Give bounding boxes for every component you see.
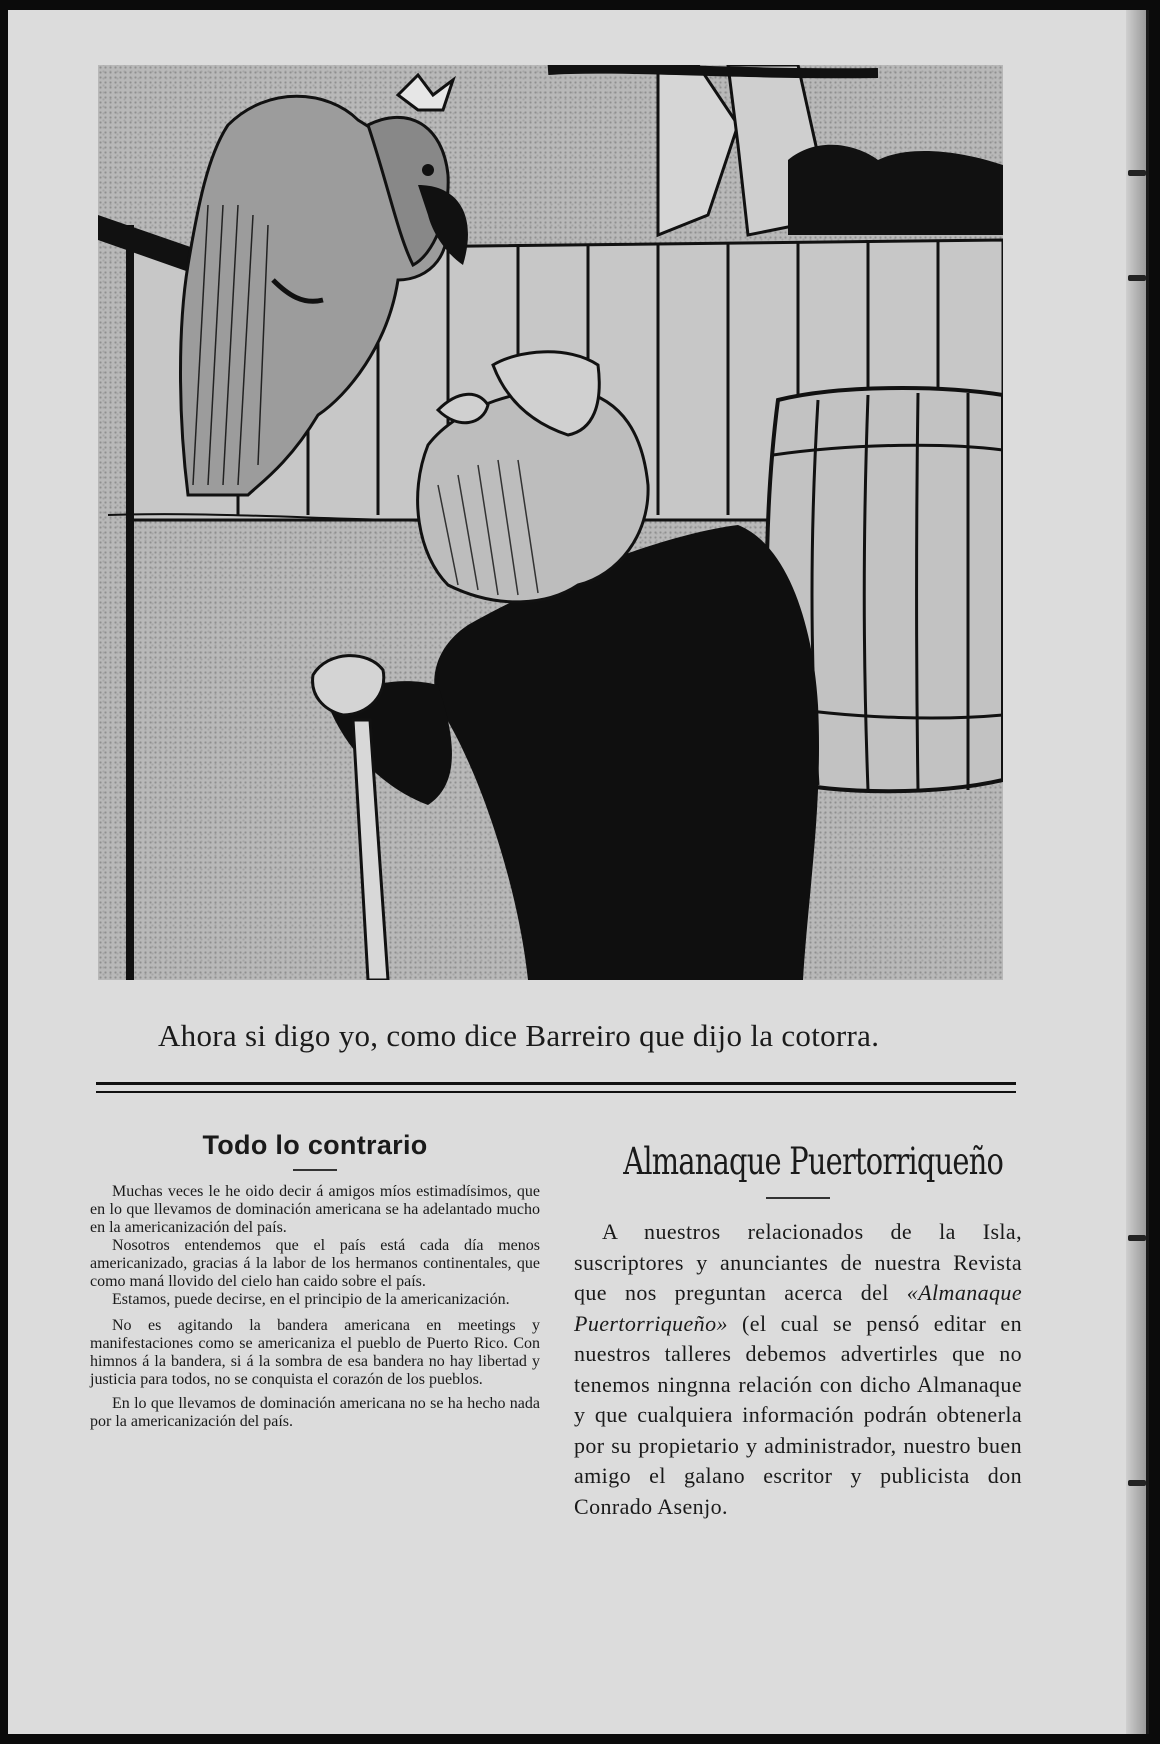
article-paragraph: No es agitando la bandera americana en meetings y manifestaciones como se americaniza el pueblo de Puerto Rico. Con himnos á la bandera, si á la sombra de esa bandera no hay libertad y justicia para todos, no se conquista el corazón de los pueblos. — [90, 1317, 540, 1388]
right-article-title: Almanaque Puertorriqueño — [623, 1140, 1004, 1183]
almanac-name: «Almanaque Puertorriqueño» — [574, 1280, 1022, 1336]
binding-edge — [1126, 10, 1146, 1734]
illustration-caption: Ahora si digo yo, como dice Barreiro que dijo la cotorra. — [158, 1018, 880, 1053]
double-rule-top — [96, 1082, 1016, 1085]
cartoon-illustration — [98, 65, 1003, 980]
article-paragraph: Estamos, puede decirse, en el principio de la americanización. — [112, 1291, 510, 1308]
title-divider — [293, 1169, 337, 1171]
article-paragraph: Nosotros entendemos que el país está cada día menos americanizado, gracias á la labor de los hermanos continentales, que como maná llovido del cielo han caido sobre el país. — [90, 1237, 540, 1290]
article-paragraph: Muchas veces le he oido decir á amigos míos estimadísimos, que en lo que llevamos de dominación americana se ha adelantado mucho en la americanización del país. — [90, 1183, 540, 1236]
article-text: A nuestros relacionados de la Isla, suscriptores y anunciantes de nuestra Revista que nos preguntan acerca del — [574, 1219, 1022, 1305]
article-text: (el cual se pensó editar en nuestros talleres debemos advertirles que no tenemos ningnna relación con dicho Almanaque y que cualquiera información podrán obtenerla por su propietario y administrador, nuestro buen amigo el galano escritor y publicista don Conrado Asenjo. — [574, 1310, 1022, 1519]
right-article — [574, 1140, 1022, 1522]
article-paragraph: En lo que llevamos de dominación americana no se ha hecho nada por la americanización del país. — [90, 1395, 540, 1430]
left-article — [90, 1130, 540, 1431]
binding-tab — [1128, 275, 1146, 281]
binding-tab — [1128, 1235, 1146, 1241]
binding-tab — [1128, 1480, 1146, 1486]
binding-tab — [1128, 170, 1146, 176]
double-rule-bottom — [96, 1091, 1016, 1093]
article-paragraph — [574, 1217, 1022, 1522]
cartoon-drawing — [98, 65, 1003, 980]
title-divider — [766, 1197, 830, 1199]
magazine-page — [8, 10, 1149, 1734]
left-article-title: Todo lo contrario — [202, 1130, 428, 1160]
